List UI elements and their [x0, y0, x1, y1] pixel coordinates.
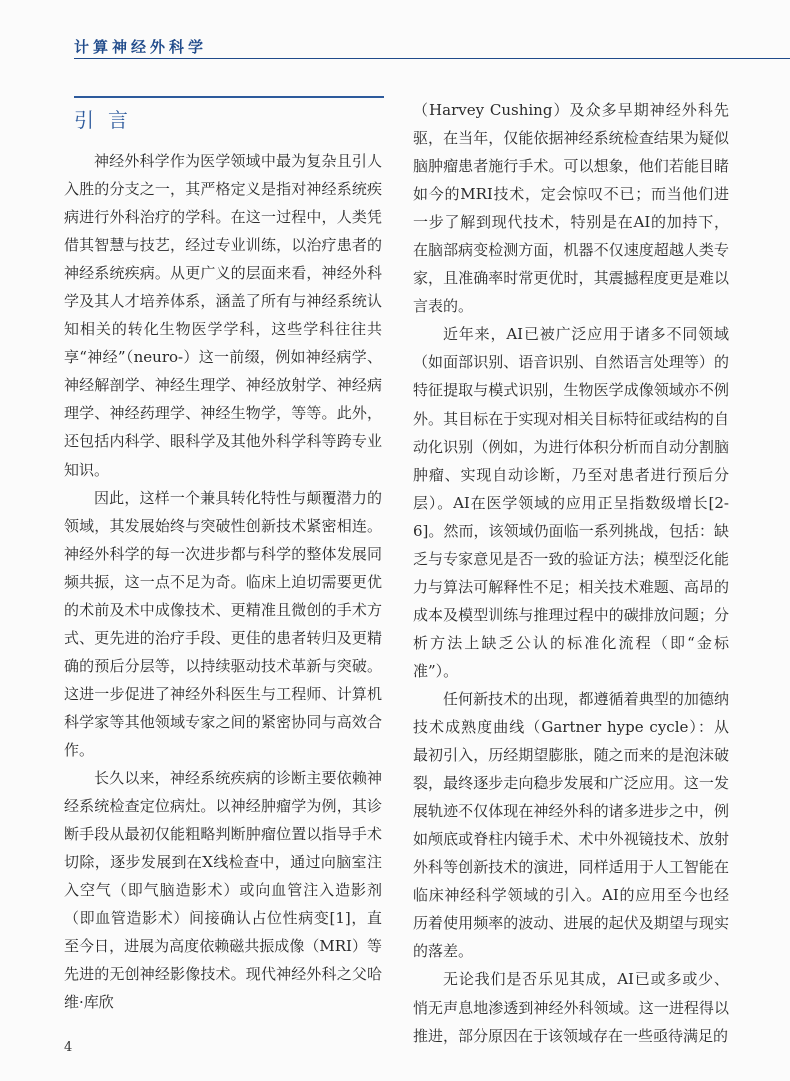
paragraph: 近年来，AI已被广泛应用于诸多不同领域（如面部识别、语音识别、自然语言处理等）的特征提取与模式识别，生物医学成像领域亦不例外。其目标在于实现对相关目标特征或结构的自动化识别（例如，为进行体积分析而自动分割脑肿瘤、实现自动诊断，乃至对患者进行预后分层）。AI在医学领域的应用正呈指数级增长[2-6]。然而，该领域仍面临一系列挑战，包括：缺乏与专家意见是否一致的验证方法；模型泛化能力与算法可解释性不足；相关技术难题、高昂的成本及模型训练与推理过程中的碳排放问题；分析方法上缺乏公认的标准化流程（即“金标准”）。: [413, 325, 729, 680]
paragraph: 神经外科学作为医学领域中最为复杂且引人入胜的分支之一，其严格定义是指对神经系统疾病进行外科治疗的学科。在这一过程中，人类凭借其智慧与技艺，经过专业训练，以治疗患者的神经系统疾病。从更广义的层面来看，神经外科学及其人才培养体系，涵盖了所有与神经系统认知相关的转化生物医学学科，这些学科往往共享“神经”（neuro-）这一前缀，例如神经病学、神经解剖学、神经生理学、神经放射学、神经病理学、神经药理学、神经生物学，等等。此外，还包括内科学、眼科学及其他外科学科等跨专业知识。: [64, 152, 382, 479]
paragraph: 因此，这样一个兼具转化特性与颠覆潜力的领域，其发展始终与突破性创新技术紧密相连。神经外科学的每一次进步都与科学的整体发展同频共振，这一点不足为奇。临床上迫切需要更优的术前及术中成像技术、更精准且微创的手术方式、更先进的治疗手段、更佳的患者转归及更精确的预后分层等，以持续驱动技术革新与突破。这进一步促进了神经外科医生与工程师、计算机科学家等其他领域专家之间的紧密协同与高效合作。: [64, 488, 382, 759]
page-number: 4: [64, 1040, 73, 1055]
left-column: [64, 147, 382, 1016]
header-rule: [74, 58, 790, 59]
running-header: [74, 36, 790, 62]
paragraph: 长久以来，神经系统疾病的诊断主要依赖神经系统检查定位病灶。以神经肿瘤学为例，其诊断手段从最初仅能粗略判断肿瘤位置以指导手术切除，逐步发展到在X线检查中，通过向脑室注入空气（即气脑造影术）或向血管注入造影剂（即血管造影术）间接确认占位性病变[1]，直至今日，进展为高度依赖磁共振成像（MRI）等先进的无创神经影像技术。现代神经外科之父哈维·库欣: [64, 769, 382, 1012]
paragraph: （Harvey Cushing）及众多早期神经外科先驱，在当年，仅能依据神经系统检查结果为疑似脑肿瘤患者施行手术。可以想象，他们若能目睹如今的MRI技术，定会惊叹不已；而当他们进一步了解到现代技术，特别是在AI的加持下，在脑部病变检测方面，机器不仅速度超越人类专家，且准确率时常更优时，其震撼程度更是难以言表的。: [413, 101, 729, 316]
running-header-title: 计算神经外科学: [74, 38, 208, 56]
paragraph: 无论我们是否乐见其成，AI已或多或少、悄无声息地渗透到神经外科领域。这一进程得以推进，部分原因在于该领域存在一些亟待满足的: [413, 970, 729, 1045]
section-rule: [74, 96, 384, 98]
paragraph: 任何新技术的出现，都遵循着典型的加德纳技术成熟度曲线（Gartner hype cycle）：从最初引入，历经期望膨胀，随之而来的是泡沫破裂，最终逐步走向稳步发展和广泛应用。这一发展轨迹不仅体现在神经外科的诸多进步之中，例如颅底或脊柱内镜手术、术中外视镜技术、放射外科等创新技术的演进，同样适用于人工智能在临床神经科学领域的引入。AI的应用至今也经历着使用频率的波动、进展的起伏及期望与现实的落差。: [413, 689, 729, 961]
section-title: 引言: [74, 108, 142, 132]
right-column: [413, 96, 729, 1050]
